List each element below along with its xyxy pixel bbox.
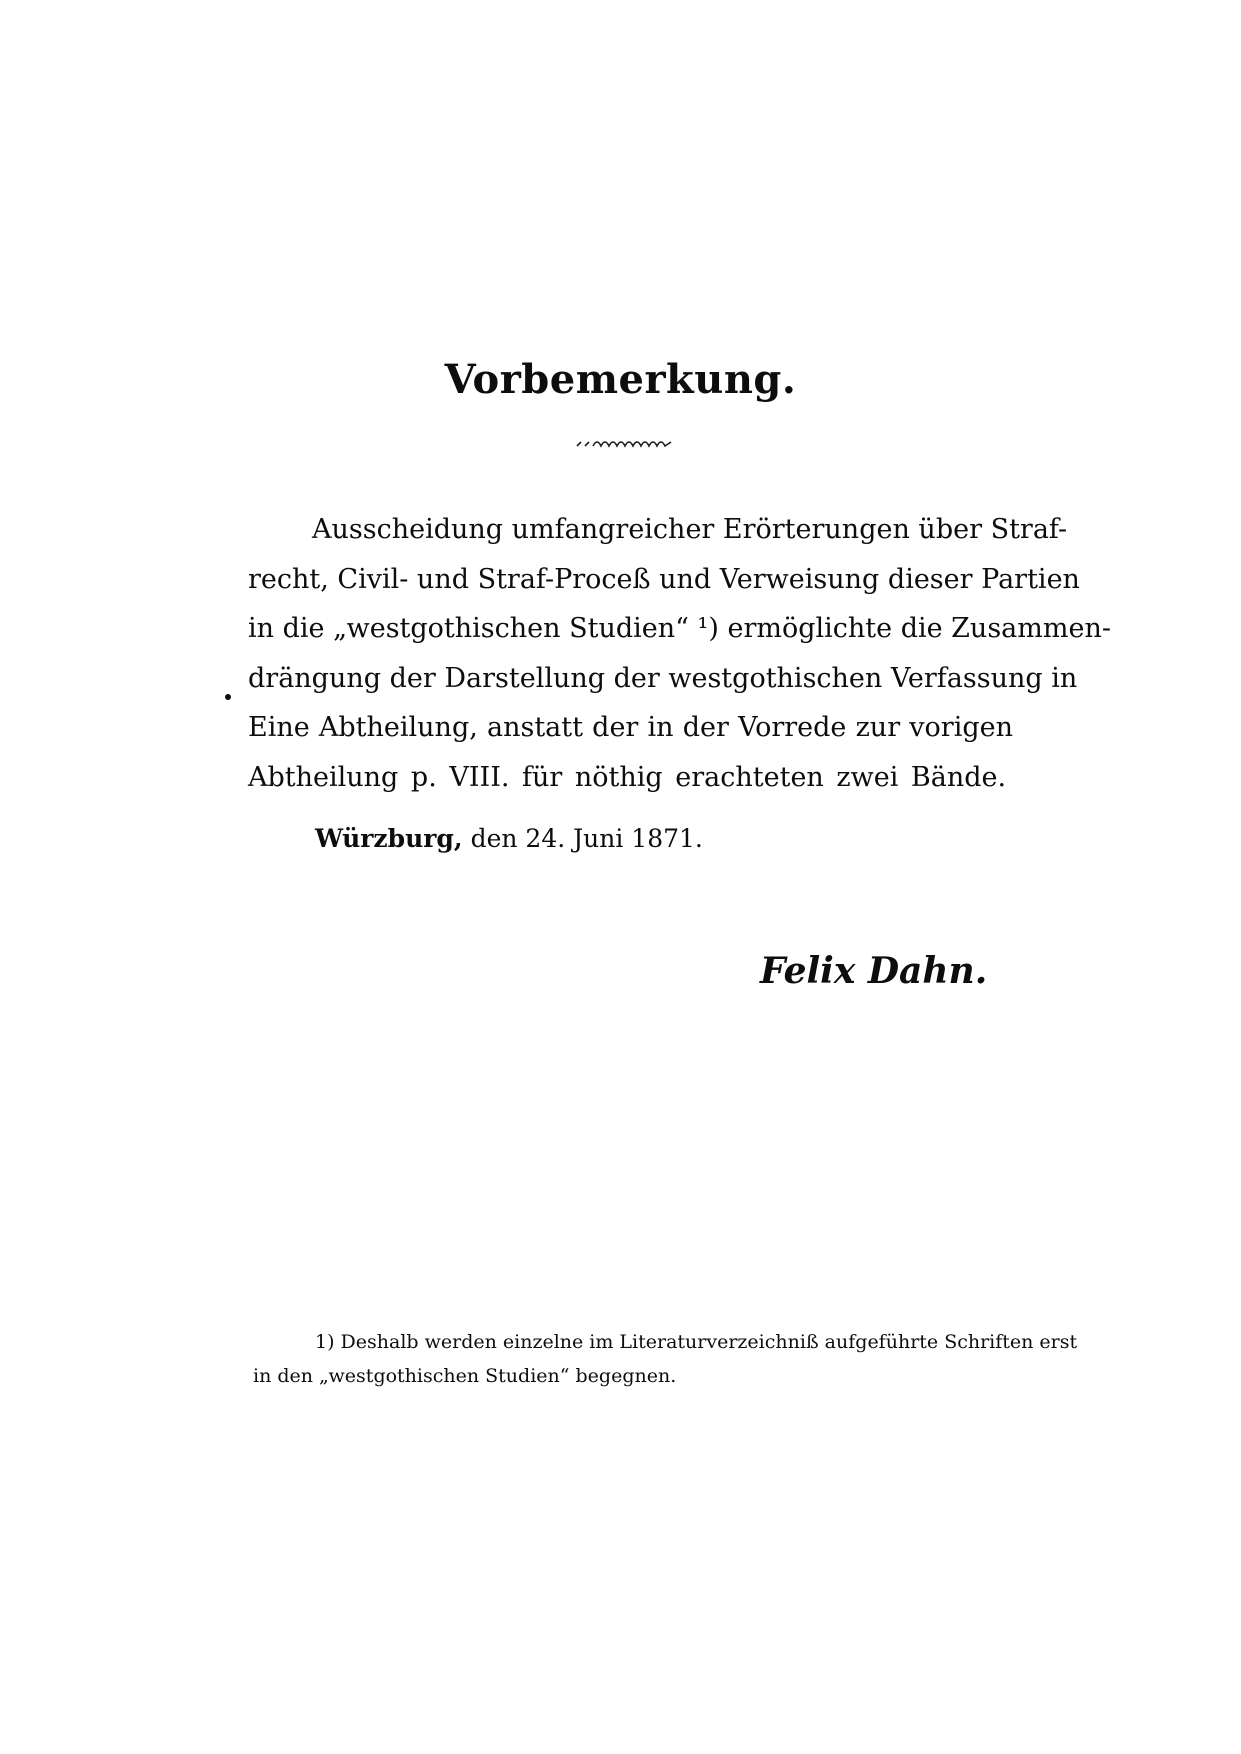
- paragraph-line: Abtheilung p. VIII. für nöthig erachteten zwei Bände.: [248, 761, 1007, 793]
- footnote-line: in den „westgothischen Studien“ begegnen.: [253, 1365, 677, 1387]
- decorative-ornament-icon: [575, 436, 675, 450]
- paragraph-line: in die „westgothischen Studien“ ¹) ermöglichte die Zusammen-: [248, 613, 1111, 644]
- author-signature: Felix Dahn.: [760, 950, 988, 992]
- page-title: Vorbemerkung.: [444, 356, 797, 403]
- paragraph-line: Ausscheidung umfangreicher Erörterungen über Straf-: [312, 514, 1068, 545]
- paragraph-line: drängung der Darstellung der westgothischen Verfassung in: [248, 662, 1078, 694]
- dateline-date: den 24. Juni 1871.: [470, 824, 703, 853]
- paragraph-line: recht, Civil- und Straf-Proceß und Verweisung dieser Partien: [248, 563, 1080, 595]
- footnote: [253, 1325, 1078, 1393]
- footnote-line: 1) Deshalb werden einzelne im Literaturverzeichniß aufgeführte Schriften erst: [315, 1331, 1078, 1353]
- paragraph-line: Eine Abtheilung, anstatt der in der Vorrede zur vorigen: [248, 712, 1013, 743]
- dateline: [315, 824, 703, 853]
- preface-paragraph: [248, 505, 1111, 802]
- margin-mark: [225, 694, 231, 700]
- dateline-place: Würzburg,: [315, 824, 463, 853]
